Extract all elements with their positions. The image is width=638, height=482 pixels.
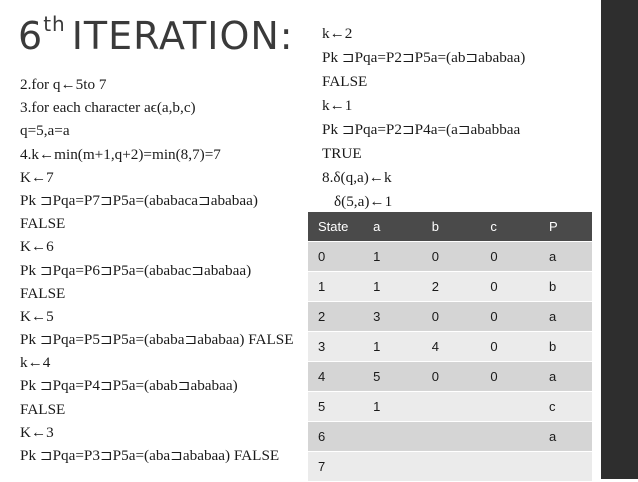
table-row <box>308 302 592 332</box>
cell-a: 1 <box>363 332 422 362</box>
step-line: FALSE <box>20 284 66 302</box>
table-row <box>308 362 592 392</box>
cell-state: 6 <box>308 422 363 452</box>
step-line: FALSE <box>20 215 66 233</box>
title-suffix: th <box>43 12 66 37</box>
algorithm-steps-right <box>322 22 592 214</box>
step-line: Pk ⊐Pqa=P4⊐P5a=(abab⊐ababaa) <box>20 377 238 395</box>
cell-a: 5 <box>363 362 422 392</box>
cell-c: 0 <box>480 302 539 332</box>
cell-state: 2 <box>308 302 363 332</box>
cell-p: a <box>539 422 592 452</box>
cell-a <box>363 452 422 482</box>
cell-c: 0 <box>480 242 539 272</box>
cell-p: a <box>539 362 592 392</box>
cell-p: a <box>539 242 592 272</box>
step-line: k←2 <box>322 25 353 42</box>
step-line: δ(5,a)←1 <box>334 193 393 210</box>
cell-p: a <box>539 302 592 332</box>
cell-a: 3 <box>363 302 422 332</box>
cell-a: 1 <box>363 272 422 302</box>
step-line: Pk ⊐Pqa=P3⊐P5a=(aba⊐ababaa) FALSE <box>20 447 280 464</box>
table-row <box>308 392 592 422</box>
table-row <box>308 332 592 362</box>
step-line: 4.k←min(m+1,q+2)=min(8,7)=7 <box>20 145 221 163</box>
step-line: K←5 <box>20 307 54 325</box>
table-row <box>308 452 592 482</box>
cell-c: 0 <box>480 332 539 362</box>
step-line: K←7 <box>20 168 54 186</box>
cell-a: 1 <box>363 242 422 272</box>
step-line: Pk ⊐Pqa=P5⊐P5a=(ababa⊐ababaa) FALSE <box>20 331 294 349</box>
cell-a: 1 <box>363 392 422 422</box>
cell-b: 2 <box>422 272 481 302</box>
header-p: P <box>539 212 592 242</box>
table-row <box>308 272 592 302</box>
cell-state: 0 <box>308 242 363 272</box>
step-line: 8.δ(q,a)←k <box>322 169 392 186</box>
cell-b: 0 <box>422 362 481 392</box>
cell-b <box>422 392 481 422</box>
table-header-row <box>308 212 592 242</box>
step-line: Pk ⊐Pqa=P2⊐P5a=(ab⊐ababaa) <box>322 49 526 66</box>
cell-state: 7 <box>308 452 363 482</box>
header-c: c <box>480 212 539 242</box>
cell-a <box>363 422 422 452</box>
algorithm-steps-left <box>20 73 310 467</box>
step-line: Pk ⊐Pqa=P7⊐P5a=(ababaca⊐ababaa) <box>20 191 258 209</box>
cell-p: b <box>539 332 592 362</box>
table-row <box>308 242 592 272</box>
slide-title <box>18 14 294 58</box>
cell-state: 3 <box>308 332 363 362</box>
cell-b: 0 <box>422 302 481 332</box>
cell-b: 0 <box>422 242 481 272</box>
cell-b <box>422 422 481 452</box>
step-line: TRUE <box>322 145 362 162</box>
step-line: K←6 <box>20 238 54 256</box>
cell-p: c <box>539 392 592 422</box>
cell-c <box>480 452 539 482</box>
cell-p: b <box>539 272 592 302</box>
step-line: k←4 <box>20 354 51 372</box>
cell-c: 0 <box>480 362 539 392</box>
title-text: ITERATION: <box>71 14 294 58</box>
cell-b: 4 <box>422 332 481 362</box>
cell-c <box>480 422 539 452</box>
step-line: K←3 <box>20 423 54 441</box>
cell-c <box>480 392 539 422</box>
step-line: 2.for q←5to 7 <box>20 76 107 93</box>
header-a: a <box>363 212 422 242</box>
step-line: FALSE <box>322 73 368 90</box>
step-line: 3.for each character aϵ(a,b,c) <box>20 99 196 117</box>
header-b: b <box>422 212 481 242</box>
title-number: 6 <box>18 14 44 58</box>
cell-state: 5 <box>308 392 363 422</box>
cell-b <box>422 452 481 482</box>
cell-p <box>539 452 592 482</box>
cell-state: 4 <box>308 362 363 392</box>
step-line: k←1 <box>322 97 353 114</box>
header-state: State <box>308 212 363 242</box>
step-line: Pk ⊐Pqa=P6⊐P5a=(ababac⊐ababaa) <box>20 261 252 279</box>
table-row <box>308 422 592 452</box>
cell-state: 1 <box>308 272 363 302</box>
step-line: q=5,a=a <box>20 122 70 140</box>
transition-table <box>308 212 592 482</box>
cell-c: 0 <box>480 272 539 302</box>
step-line: Pk ⊐Pqa=P2⊐P4a=(a⊐ababbaa <box>322 121 521 138</box>
step-line: FALSE <box>20 400 66 418</box>
slide-right-bar <box>601 0 638 479</box>
